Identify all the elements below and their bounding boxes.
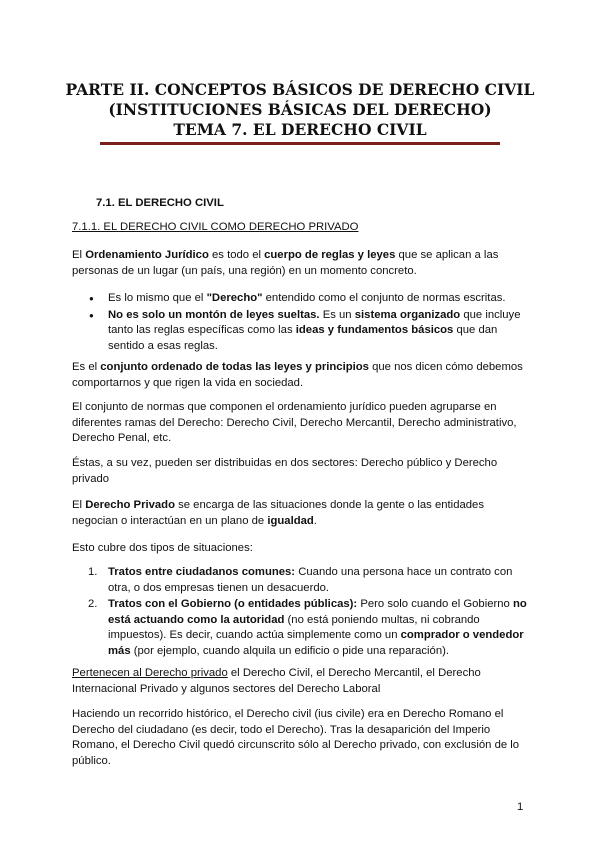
title-topic: TEMA 7. EL DERECHO CIVIL (173, 120, 427, 139)
paragraph-derecho-privado: El Derecho Privado se encarga de las situaciones donde la gente o las entidades negocian o interactúan en un plano de igualdad. (72, 499, 484, 527)
numbered-list (72, 565, 532, 660)
title-part: PARTE II. CONCEPTOS BÁSICOS DE DERECHO CIVIL (65, 80, 535, 99)
list-item: ● Es lo mismo que el "Derecho" entendido como el conjunto de normas escritas. (72, 291, 532, 307)
paragraph-sectores: Éstas, a su vez, pueden ser distribuidas en dos sectores: Derecho público y Derecho privado (72, 457, 498, 485)
list-item: 2. Tratos con el Gobierno (o entidades públicas): Pero solo cuando el Gobierno no está actuando como la autoridad (no está poniendo multas, ni cobrando impuestos). Es decir, cuando actúa simplemente como un comprador o vendedor más (por ejemplo, cuando alquila un edificio o pide una reparación). (88, 598, 527, 657)
document-title (0, 80, 600, 140)
paragraph-ramas: El conjunto de normas que componen el ordenamiento jurídico pueden agruparse en diferentes ramas del Derecho: Derecho Civil, Derecho Mercantil, Derecho administrativo, Derecho Penal, etc. (72, 401, 517, 444)
title-subtitle: (INSTITUCIONES BÁSICAS DEL DERECHO) (108, 100, 492, 119)
subsection-heading: 7.1.1. EL DERECHO CIVIL COMO DERECHO PRIVADO (72, 221, 359, 233)
paragraph-ordenamiento: El Ordenamiento Jurídico es todo el cuerpo de reglas y leyes que se aplican a las personas de un lugar (un país, una región) en un momento concreto. (72, 249, 499, 277)
paragraph-pertenecen: Pertenecen al Derecho privado el Derecho Civil, el Derecho Mercantil, el Derecho Internacional Privado y algunos sectores del Derecho Laboral (72, 667, 481, 695)
bullet-list (72, 291, 532, 355)
list-item: ● No es solo un montón de leyes sueltas. Es un sistema organizado que incluye tanto las reglas específicas como las ideas y fundamentos básicos que dan sentido a esas reglas. (72, 308, 532, 355)
section-heading: 7.1. EL DERECHO CIVIL (96, 197, 224, 209)
paragraph-tipos: Esto cubre dos tipos de situaciones: (72, 542, 253, 554)
list-item: 1. Tratos entre ciudadanos comunes: Cuando una persona hace un contrato con otra, o dos empresas tienen un desacuerdo. (88, 566, 513, 594)
paragraph-conjunto-ordenado: Es el conjunto ordenado de todas las leyes y principios que nos dicen cómo debemos comportarnos y que rigen la vida en sociedad. (72, 361, 523, 389)
page-number: 1 (517, 801, 524, 813)
paragraph-historia: Haciendo un recorrido histórico, el Derecho civil (ius civile) era en Derecho Romano el Derecho del ciudadano (es decir, todo el Derecho). Tras la desaparición del Imperio Romano, el Derecho Civil quedó circunscrito sólo al Derecho privado, con exclusión de lo público. (72, 708, 520, 767)
title-underline-rule (100, 142, 500, 145)
